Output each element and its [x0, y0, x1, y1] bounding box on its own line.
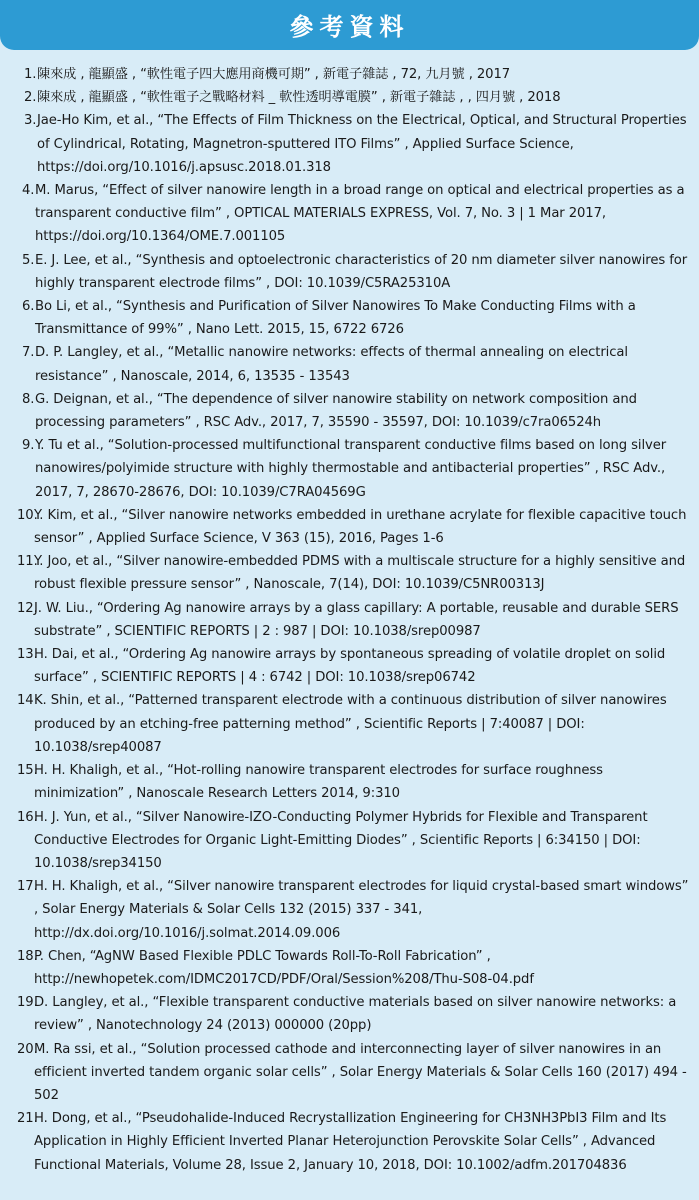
reference-number: 7.	[22, 345, 35, 361]
reference-item	[0, 295, 699, 341]
reference-text: K. Shin, et al., “Patterned transparent electrode with a continuous distribution of silver nanowires produced by an etching-free patterning method” , Scientific Reports | 7:40087 | DOI: 10.1038/srep40087	[34, 693, 667, 755]
reference-item	[0, 86, 699, 109]
reference-item	[0, 63, 699, 86]
reference-number: 10.	[17, 507, 38, 523]
reference-item	[0, 759, 699, 805]
reference-text: Y. Kim, et al., “Silver nanowire networks embedded in urethane acrylate for flexible capacitive touch sensor” , Applied Surface Science, V 363 (15), 2016, Pages 1-6	[34, 507, 687, 547]
reference-text: D. P. Langley, et al., “Metallic nanowire networks: effects of thermal annealing on electrical resistance” , Nanoscale, 2014, 6, 13535 - 13543	[35, 345, 628, 384]
reference-number: 8.	[22, 391, 35, 407]
reference-number: 16.	[17, 809, 38, 825]
reference-number: 21.	[17, 1111, 38, 1127]
reference-item	[0, 341, 699, 387]
reference-item	[0, 1038, 699, 1108]
reference-number: 19.	[17, 995, 38, 1011]
header-bar	[0, 0, 699, 50]
reference-text: H. H. Khaligh, et al., “Hot-rolling nanowire transparent electrodes for surface roughness minimization” , Nanoscale Research Letters 2014, 9:310	[34, 763, 603, 802]
reference-number: 6.	[22, 299, 35, 315]
reference-number: 9.	[22, 438, 35, 454]
reference-number: 2.	[24, 90, 37, 106]
reference-text: Jae-Ho Kim, et al., “The Effects of Film Thickness on the Electrical, Optical, and Structural Properties of Cylindrical, Rotating, Magnetron-sputtered ITO Films” , Applied Surface Science, https://doi.org/10.1016/j.apsusc.2018.01.318	[37, 113, 687, 175]
reference-number: 17.	[17, 879, 38, 895]
reference-item	[0, 249, 699, 295]
reference-number: 15.	[17, 763, 38, 779]
reference-item	[0, 179, 699, 249]
reference-text: 陳來成 , 龍顯盛 , “軟性電子之戰略材料 _ 軟性透明導電膜” , 新電子雜誌 , , 四月號 , 2018	[37, 90, 561, 106]
reference-item	[0, 806, 699, 876]
reference-number: 12.	[17, 600, 38, 616]
reference-number: 13.	[17, 647, 38, 663]
reference-number: 11.	[17, 554, 38, 570]
reference-item	[0, 991, 699, 1037]
reference-item	[0, 875, 699, 945]
reference-number: 14	[17, 693, 34, 709]
reference-number: 20.	[17, 1041, 38, 1057]
reference-text: M. Marus, “Effect of silver nanowire length in a broad range on optical and electrical properties as a transparent conductive film” , OPTICAL MATERIALS EXPRESS, Vol. 7, No. 3 | 1 Mar 2017, https://doi.org/10.1364/OME.7.001105	[35, 183, 685, 245]
reference-item	[0, 643, 699, 689]
reference-text: E. J. Lee, et al., “Synthesis and optoelectronic characteristics of 20 nm diameter silver nanowires for highly transparent electrode films” , DOI: 10.1039/C5RA25310A	[35, 252, 688, 291]
reference-text: H. H. Khaligh, et al., “Silver nanowire transparent electrodes for liquid crystal-based smart windows” , Solar Energy Materials & Solar Cells 132 (2015) 337 - 341, http://dx.doi.org/10.1016/j.solmat.2014.09.006	[34, 879, 689, 941]
reference-item	[0, 504, 699, 550]
page-title: 參考資料	[289, 13, 410, 41]
reference-item	[0, 109, 699, 179]
reference-text: H. Dong, et al., “Pseudohalide-Induced Recrystallization Engineering for CH3NH3PbI3 Film and Its Application in Highly Efficient Inverted Planar Heterojunction Perovskite Solar Cells” , Advanced Functional Materials, Volume 28, Issue 2, January 10, 2018, DOI: 10.1002/adfm.201704836	[34, 1111, 667, 1173]
reference-text: Y. Joo, et al., “Silver nanowire-embedded PDMS with a multiscale structure for a highly sensitive and robust flexible pressure sensor” , Nanoscale, 7(14), DOI: 10.1039/C5NR00313J	[34, 554, 686, 593]
reference-item	[0, 1107, 699, 1177]
reference-text: J. W. Liu., “Ordering Ag nanowire arrays by a glass capillary: A portable, reusable and durable SERS substrate” , SCIENTIFIC REPORTS | 2 : 987 | DOI: 10.1038/srep00987	[34, 600, 679, 639]
reference-item	[0, 597, 699, 643]
reference-item	[0, 388, 699, 434]
reference-text: P. Chen, “AgNW Based Flexible PDLC Towards Roll-To-Roll Fabrication” , http://newhopetek.com/IDMC2017CD/PDF/Oral/Session%208/Thu-S08-04.pdf	[34, 948, 534, 987]
reference-text: M. Ra ssi, et al., “Solution processed cathode and interconnecting layer of silver nanowires in an efficient inverted tandem organic solar cells” , Solar Energy Materials & Solar Cells 160 (2017) 494 - 502	[34, 1041, 687, 1103]
reference-text: D. Langley, et al., “Flexible transparent conductive materials based on silver nanowire networks: a review” , Nanotechnology 24 (2013) 000000 (20pp)	[34, 995, 677, 1034]
reference-number: 18.	[17, 948, 38, 964]
reference-text: H. J. Yun, et al., “Silver Nanowire-IZO-Conducting Polymer Hybrids for Flexible and Transparent Conductive Electrodes for Organic Light-Emitting Diodes” , Scientific Reports | 6:34150 | DOI: 10.1038/srep34150	[34, 809, 648, 871]
reference-text: G. Deignan, et al., “The dependence of silver nanowire stability on network composition and processing parameters” , RSC Adv., 2017, 7, 35590 - 35597, DOI: 10.1039/c7ra06524h	[35, 391, 637, 431]
reference-number: 1.	[24, 67, 37, 82]
reference-text: H. Dai, et al., “Ordering Ag nanowire arrays by spontaneous spreading of volatile droplet on solid surface” , SCIENTIFIC REPORTS | 4 : 6742 | DOI: 10.1038/srep06742	[34, 647, 666, 686]
reference-text: 陳來成 , 龍顯盛 , “軟性電子四大應用商機可期” , 新電子雜誌 , 72, 九月號 , 2017	[37, 67, 511, 82]
reference-text: Y. Tu et al., “Solution-processed multifunctional transparent conductive films based on long silver nanowires/polyimide structure with highly thermostable and antibacterial properties” , RSC Adv., 2017, 7, 28670-28676, DOI: 10.1039/C7RA04569G	[35, 438, 667, 500]
reference-list	[0, 63, 699, 1177]
reference-item	[0, 689, 699, 759]
reference-number: 3.	[24, 113, 37, 129]
reference-item	[0, 550, 699, 596]
reference-text: Bo Li, et al., “Synthesis and Purification of Silver Nanowires To Make Conducting Films with a Transmittance of 99%” , Nano Lett. 2015, 15, 6722 6726	[35, 299, 636, 338]
reference-item	[0, 945, 699, 991]
reference-number: 4.	[22, 183, 35, 199]
reference-number: 5.	[22, 252, 35, 268]
reference-item	[0, 434, 699, 504]
